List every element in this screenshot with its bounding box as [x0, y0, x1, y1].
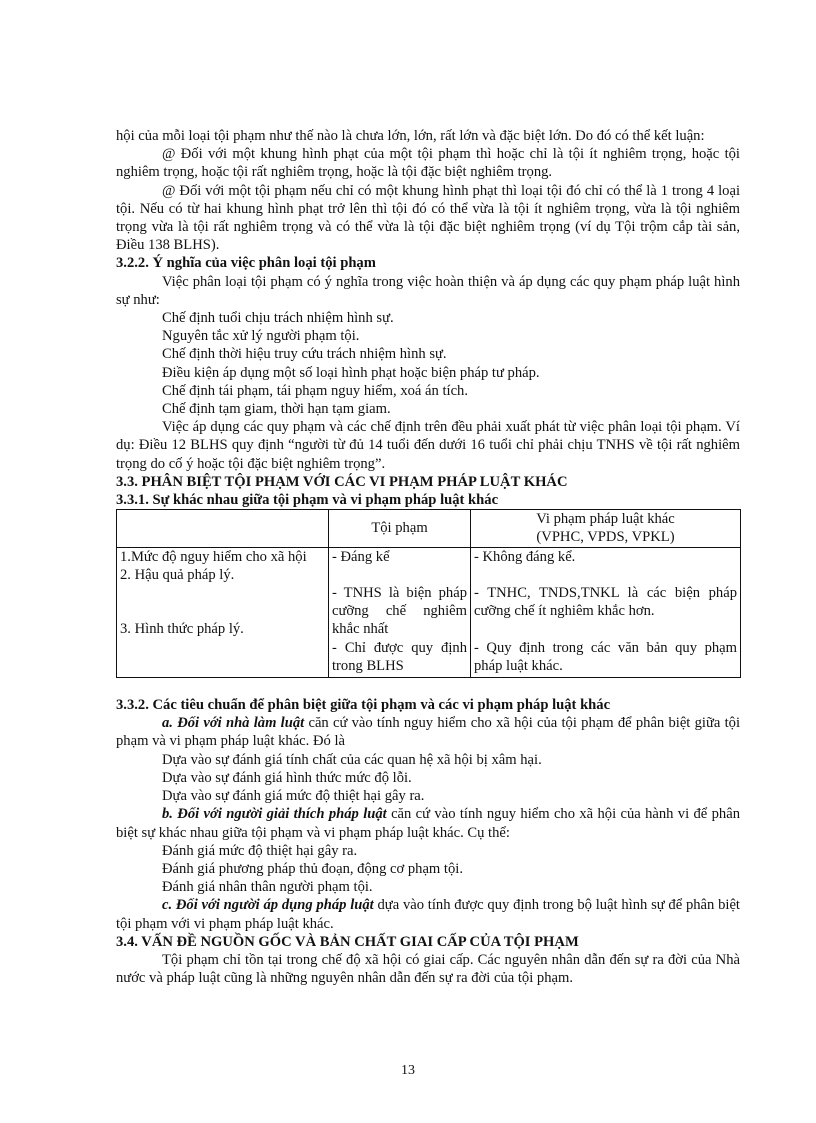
heading-3-3-1: 3.3.1. Sự khác nhau giữa tội phạm và vi phạm pháp luật khác: [116, 492, 499, 509]
paragraph-3-4: Tội phạm chỉ tồn tại trong chế độ xã hội có giai cấp. Các nguyên nhân dẫn đến sự ra đời của Nhà nước và pháp luật cũng là những nguyên nhân dẫn đến sự ra đời của tội phạm.: [116, 951, 740, 987]
spacer: [120, 602, 325, 620]
spacer: [474, 566, 737, 584]
cell-text: 2. Hậu quả pháp lý.: [120, 566, 235, 583]
text-a: căn cứ vào tính nguy hiểm cho xã hội của tội phạm để phân biệt giữa tội phạm và vi phạm pháp luật khác. Đó là: [116, 715, 740, 750]
list-item: Đánh giá nhân thân người phạm tội.: [162, 879, 373, 896]
spacer: [474, 620, 737, 638]
list-item: Đánh giá mức độ thiệt hại gây ra.: [162, 842, 358, 859]
table-cell: [329, 547, 471, 675]
cell-text: - TNHC, TNDS,TNKL là các biện pháp cưỡng chế ít nghiêm khắc hơn.: [474, 585, 737, 620]
list-item: Dựa vào sự đánh giá hình thức mức độ lỗi.: [162, 769, 412, 786]
paragraph-intro: hội của mỗi loại tội phạm như thế nào là chưa lớn, lớn, rất lớn và đặc biệt lớn. Do đó có thể kết luận:: [116, 128, 705, 144]
comparison-table: [116, 509, 741, 678]
heading-3-3: 3.3. PHÂN BIỆT TỘI PHẠM VỚI CÁC VI PHẠM PHÁP LUẬT KHÁC: [116, 473, 568, 490]
label-c: c. Đối với người áp dụng pháp luật: [162, 897, 374, 914]
list-item: Điều kiện áp dụng một số loại hình phạt hoặc biện pháp tư pháp.: [162, 364, 540, 381]
spacer: [120, 584, 325, 602]
paragraph-b: [116, 805, 740, 841]
label-b: b. Đối với người giải thích pháp luật: [162, 806, 387, 823]
table-header-row: [117, 510, 741, 547]
spacer: [332, 566, 467, 584]
cell-text: 3. Hình thức pháp lý.: [120, 621, 244, 638]
spacer: [116, 678, 740, 696]
list-item: Chế định thời hiệu truy cứu trách nhiệm hình sự.: [162, 346, 447, 363]
cell-text: - Quy định trong các văn bản quy phạm pháp luật khác.: [474, 639, 737, 674]
cell-text: - Đáng kể: [332, 548, 390, 565]
cell-text: - Không đáng kể.: [474, 548, 576, 565]
list-item: Chế định tái phạm, tái phạm nguy hiểm, xoá án tích.: [162, 382, 468, 399]
paragraph-3-2-2-example: Việc áp dụng các quy phạm và các chế định trên đều phải xuất phát từ việc phân loại tội phạm. Ví dụ: Điều 12 BLHS quy định “người từ đủ 14 tuổi đến dưới 16 tuổi chỉ phải chịu TNHS về tội rất nghiêm trọng do cố ý hoặc tội đặc biệt nghiêm trọng”.: [116, 419, 740, 472]
list-item: Đánh giá phương pháp thủ đoạn, động cơ phạm tội.: [162, 860, 463, 877]
table-row: [117, 547, 741, 675]
heading-3-3-2: 3.3.2. Các tiêu chuẩn để phân biệt giữa tội phạm và các vi phạm pháp luật khác: [116, 697, 611, 714]
list-item: Dựa vào sự đánh giá tính chất của các quan hệ xã hội bị xâm hại.: [162, 751, 542, 768]
table-header-cell: [117, 510, 329, 547]
paragraph-a: [116, 714, 740, 750]
heading-3-2-2: 3.2.2. Ý nghĩa của việc phân loại tội phạm: [116, 255, 376, 272]
list-item: Chế định tuổi chịu trách nhiệm hình sự.: [162, 310, 394, 327]
table-cell: [117, 547, 329, 675]
list-item: Dựa vào sự đánh giá mức độ thiệt hại gây ra.: [162, 788, 425, 805]
label-a: a. Đối với nhà làm luật: [162, 715, 305, 732]
cell-text: - TNHS là biện pháp cưỡng chế nghiêm khắc nhất: [332, 585, 467, 638]
header-line: (VPHC, VPDS, VPKL): [536, 529, 675, 546]
cell-text: 1.Mức độ nguy hiểm cho xã hội: [120, 548, 307, 565]
page-number: 13: [401, 1063, 415, 1078]
paragraph-note-1: @ Đối với một khung hình phạt của một tội phạm thì hoặc chỉ là tội ít nghiêm trọng, hoặc tội nghiêm trọng, hoặc tội rất nghiêm trọng, hoặc là tội đặc biệt nghiêm trọng.: [116, 146, 740, 181]
table-cell: [471, 547, 741, 675]
table-header-cell: [471, 510, 741, 547]
document-page: [116, 127, 740, 987]
paragraph-c: [116, 896, 740, 932]
heading-3-4: 3.4. VẤN ĐỀ NGUỒN GỐC VÀ BẢN CHẤT GIAI CẤP CỦA TỘI PHẠM: [116, 933, 579, 950]
table-header-cell: Tội phạm: [329, 510, 471, 547]
cell-text: - Chỉ được quy định trong BLHS: [332, 639, 467, 674]
header-line: Vi phạm pháp luật khác: [536, 511, 675, 528]
list-item: Nguyên tắc xử lý người phạm tội.: [162, 328, 360, 345]
paragraph-3-2-2: Việc phân loại tội phạm có ý nghĩa trong việc hoàn thiện và áp dụng các quy phạm pháp luật hình sự như:: [116, 273, 740, 308]
paragraph-note-2: @ Đối với một tội phạm nếu chỉ có một khung hình phạt thì loại tội đó chỉ có thể là 1 trong 4 loại tội. Nếu có từ hai khung hình phạt trở lên thì tội đó có thể vừa là tội ít nghiêm trọng, vừa là tội nghiêm trọng vừa là tội rất nghiêm trọng và có thể vừa là tội đặc biệt nghiêm trọng (ví dụ Tội trộm cắp tài sản, Điều 138 BLHS).: [116, 182, 740, 254]
text-c: dựa vào tính được quy định trong bộ luật hình sự để phân biệt tội phạm với vi phạm pháp luật khác.: [116, 897, 740, 932]
text-b: căn cứ vào tính nguy hiểm cho xã hội của hành vi để phân biệt sự khác nhau giữa tội phạm và vi phạm pháp luật khác. Cụ thể:: [116, 806, 740, 841]
list-item: Chế định tạm giam, thời hạn tạm giam.: [162, 401, 391, 418]
